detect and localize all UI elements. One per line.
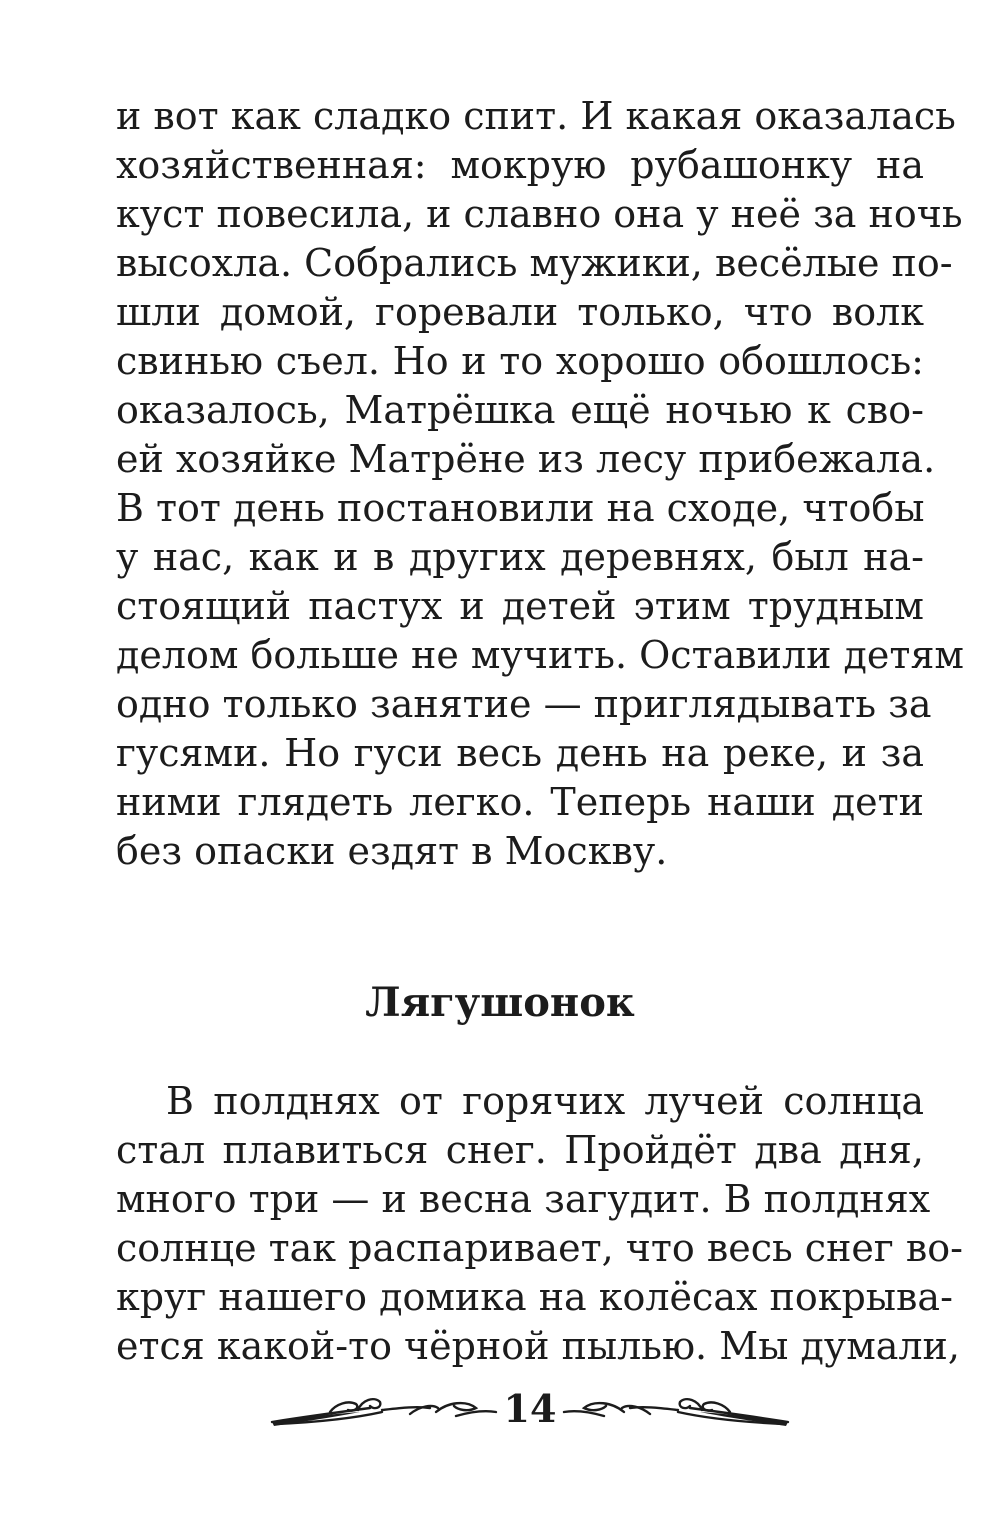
text-line: хозяйственная: мокрую рубашонку на (116, 143, 924, 187)
text-line: ется какой-то чёрной пылью. Мы думали, (116, 1324, 960, 1368)
text-line: свинью съел. Но и то хорошо обошлось: (116, 339, 924, 383)
text-line: стал плавиться снег. Пройдёт два дня, (116, 1128, 924, 1172)
page-number: 14 (503, 1386, 557, 1431)
text-line: В тот день постановили на сходе, чтобы (116, 486, 925, 530)
text-line: ей хозяйке Матрёне из лесу прибежала. (116, 437, 936, 481)
text-line: В полднях от горячих лучей солнца (166, 1079, 924, 1123)
text-line: одно только занятие — приглядывать за (116, 682, 932, 726)
text-line: шли домой, горевали только, что волк (116, 290, 924, 334)
text-line: стоящий пастух и детей этим трудным (116, 584, 924, 628)
page-footer (270, 1382, 790, 1438)
text-line: и вот как сладко спит. И какая оказалась (116, 94, 956, 138)
text-line: много три — и весна загудит. В полднях (116, 1177, 931, 1221)
text-line: круг нашего домика на колёсах покрыва- (116, 1275, 953, 1319)
chapter-title: Лягушонок (365, 979, 635, 1026)
text-line: у нас, как и в других деревнях, был на- (116, 535, 924, 579)
text-line: солнце так распаривает, что весь снег во- (116, 1226, 963, 1270)
text-line: ними глядеть легко. Теперь наши дети (116, 780, 924, 824)
text-line: оказалось, Матрёшка ещё ночью к сво- (116, 388, 924, 432)
text-line: куст повесила, и славно она у неё за ночь (116, 192, 963, 236)
text-line: гусями. Но гуси весь день на реке, и за (116, 731, 924, 775)
text-line: без опаски ездят в Москву. (116, 829, 668, 873)
text-line: делом больше не мучить. Оставили детям (116, 633, 964, 677)
text-line: высохла. Собрались мужики, весёлые по- (116, 241, 953, 285)
